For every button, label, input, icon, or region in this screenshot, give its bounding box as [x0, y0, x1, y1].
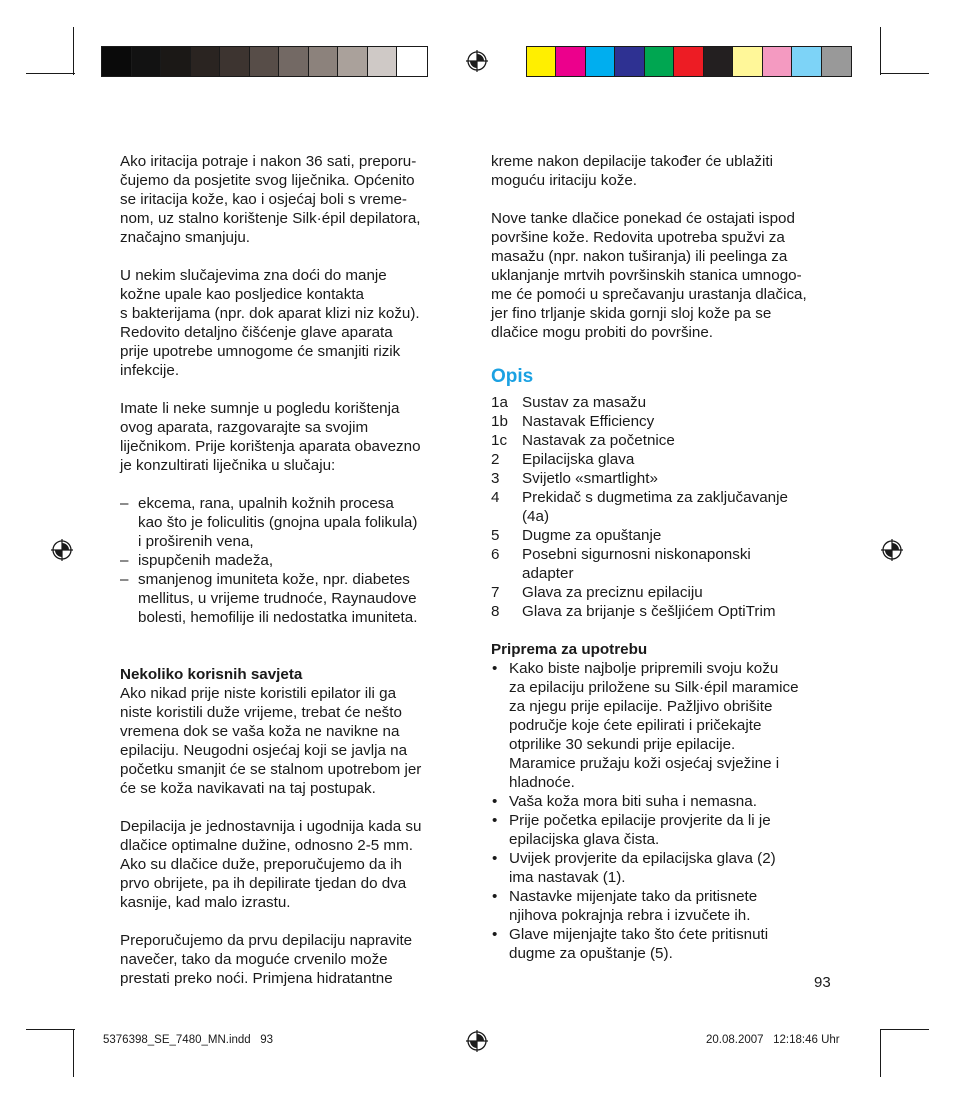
- description-list: [491, 393, 841, 621]
- color-swatch: [674, 47, 703, 76]
- item-text: Dugme za opuštanje: [522, 527, 662, 544]
- slug-file-info: 5376398_SE_7480_MN.indd 93: [103, 1034, 274, 1046]
- slug-timestamp: 20.08.2007 12:18:46 Uhr: [706, 1034, 840, 1046]
- color-swatch: [645, 47, 674, 76]
- list-item: [120, 551, 465, 570]
- dash-marker: –: [120, 571, 129, 588]
- color-swatch: [191, 47, 221, 76]
- priprema-heading: Priprema za upotrebu: [491, 641, 648, 658]
- color-swatch: [763, 47, 792, 76]
- color-swatch: [309, 47, 339, 76]
- registration-mark-icon: [466, 1030, 488, 1052]
- item-text: Epilacijska glava: [522, 451, 635, 468]
- process-color-bar: [526, 46, 852, 77]
- opis-heading: Opis: [491, 366, 534, 387]
- bullet-marker: •: [492, 888, 498, 905]
- list-item: [491, 849, 841, 887]
- paragraph-first-use: Ako nikad prije niste koristili epilator ili ga niste koristili duže vrijeme, trebat će nešto vremena dok se vaša koža ne navikne na epilaciju. Neugodni osjećaj koji se javlja na početku smanjit će se stalnom upotrebom jer će se koža navikavati na taj postupak.: [120, 685, 422, 797]
- bullet-marker: •: [492, 926, 498, 943]
- list-item: [120, 570, 465, 627]
- color-swatch: [220, 47, 250, 76]
- crop-mark: [26, 1029, 75, 1030]
- bullet-marker: •: [492, 812, 498, 829]
- color-swatch: [586, 47, 615, 76]
- paragraph-irritation: Ako iritacija potraje i nakon 36 sati, preporu- čujemo da posjetite svog liječnika. Općenito se iritacija kože, kao i osjećaj boli s vreme- nom, uz stalno korištenje Silk·épil depilatora, značajno smanjuju.: [120, 153, 421, 246]
- crop-mark: [880, 1029, 929, 1030]
- bullet-marker: •: [492, 660, 498, 677]
- list-item-text: Uvijek provjerite da epilacijska glava (2) ima nastavak (1).: [509, 850, 776, 886]
- description-item: [491, 431, 841, 450]
- color-swatch: [733, 47, 762, 76]
- paragraph-consult-doctor: Imate li neke sumnje u pogledu korištenja ovog aparata, razgovarajte sa svojim liječnikom. Prije korištenja aparata obavezno je konzultirati liječnika u slučaju:: [120, 400, 421, 474]
- list-item-text: Vaša koža mora biti suha i nemasna.: [509, 793, 757, 810]
- list-item-text: Nastavke mijenjate tako da pritisnete njihova pokrajnja rebra i izvučete ih.: [509, 888, 758, 924]
- registration-mark-icon: [466, 50, 488, 72]
- list-item: [120, 494, 465, 551]
- list-item-text: ispupčenih madeža,: [138, 552, 274, 569]
- bullet-marker: •: [492, 850, 498, 867]
- item-number: 1b: [491, 413, 508, 430]
- item-text: Glava za preciznu epilaciju: [522, 584, 703, 601]
- item-number: 8: [491, 603, 500, 620]
- paragraph-cream: kreme nakon depilacije također će ublažiti moguću iritaciju kože.: [491, 153, 773, 189]
- list-item-text: ekcema, rana, upalnih kožnih procesa kao što je foliculitis (gnojna upala folikula) i proširenih vena,: [138, 495, 418, 550]
- list-item-text: Kako biste najbolje pripremili svoju kožu za epilaciju priložene su Silk·épil maramice za njegu prije epilacije. Pažljivo obrišite područje koje ćete epilirati i pričekajte otprilike 30 sekundi prije epilacije. Maramice pružaju koži osjećaj svježine i hladnoće.: [509, 660, 799, 791]
- list-item: [491, 792, 841, 811]
- color-swatch: [132, 47, 162, 76]
- item-number: 2: [491, 451, 500, 468]
- paragraph-hair-length: Depilacija je jednostavnija i ugodnija kada su dlačice optimalne dužine, odnosno 2-5 mm. Ako su dlačice duže, preporučujemo da ih prvo obrijete, pa ih depilirate tjedan do dva kasnije, kad malo izrastu.: [120, 818, 422, 911]
- dash-marker: –: [120, 495, 129, 512]
- color-swatch: [368, 47, 398, 76]
- item-text: Svijetlo «smartlight»: [522, 470, 658, 487]
- crop-mark: [880, 27, 881, 75]
- registration-mark-icon: [51, 539, 73, 561]
- color-swatch: [822, 47, 851, 76]
- registration-mark-icon: [881, 539, 903, 561]
- crop-mark: [73, 1029, 74, 1077]
- item-text: Nastavak za početnice: [522, 432, 675, 449]
- color-swatch: [397, 47, 427, 76]
- list-item-text: Prije početka epilacije provjerite da li je epilacijska glava čista.: [509, 812, 771, 848]
- item-text: Glava za brijanje s češljićem OptiTrim: [522, 603, 776, 620]
- condition-list: [120, 494, 465, 627]
- page-number: 93: [814, 974, 831, 991]
- description-item: [491, 412, 841, 431]
- left-column: [120, 152, 465, 988]
- description-item: [491, 469, 841, 488]
- paragraph-ingrown-hairs: Nove tanke dlačice ponekad će ostajati ispod površine kože. Redovita upotreba spužvi za masažu (npr. nakon tuširanja) ili peelinga za uklanjanje mrtvih površinskih stanica umnogo- me će pomoći u sprečavanju urastanja dlačica, jer fino trljanje skida gornji sloj kože pa se dlačice mogu probiti do površine.: [491, 210, 807, 341]
- list-item: [491, 925, 841, 963]
- color-swatch: [615, 47, 644, 76]
- bullet-marker: •: [492, 793, 498, 810]
- crop-mark: [880, 1029, 881, 1077]
- color-swatch: [704, 47, 733, 76]
- color-swatch: [102, 47, 132, 76]
- item-text: Prekidač s dugmetima za zaključavanje (4a): [522, 489, 788, 525]
- item-number: 1a: [491, 394, 508, 411]
- item-text: Posebni sigurnosni niskonaponski adapter: [522, 546, 751, 582]
- description-item: [491, 545, 841, 583]
- preparation-list: [491, 659, 841, 963]
- item-number: 1c: [491, 432, 508, 449]
- paragraph-evening: Preporučujemo da prvu depilaciju napravite navečer, tako da moguće crvenilo može prestati preko noći. Primjena hidratantne: [120, 932, 413, 987]
- paragraph-inflammation: U nekim slučajevima zna doći do manje kožne upale kao posljedice kontakta s bakterijama (npr. dok aparat klizi niz kožu). Redovito detaljno čišćenje glave aparata prije upotrebe umnogome će smanjiti rizik infekcije.: [120, 267, 420, 379]
- description-item: [491, 450, 841, 469]
- color-swatch: [527, 47, 556, 76]
- crop-mark: [880, 73, 929, 74]
- item-number: 3: [491, 470, 500, 487]
- item-text: Sustav za masažu: [522, 394, 647, 411]
- list-item: [491, 659, 841, 792]
- item-number: 7: [491, 584, 500, 601]
- description-item: [491, 393, 841, 412]
- description-item: [491, 602, 841, 621]
- list-item: [491, 811, 841, 849]
- color-swatch: [792, 47, 821, 76]
- grayscale-color-bar: [101, 46, 428, 77]
- item-number: 4: [491, 489, 500, 506]
- tips-heading: Nekoliko korisnih savjeta: [120, 666, 303, 683]
- item-text: Nastavak Efficiency: [522, 413, 655, 430]
- color-swatch: [161, 47, 191, 76]
- description-item: [491, 526, 841, 545]
- crop-mark: [26, 73, 75, 74]
- list-item-text: smanjenog imuniteta kože, npr. diabetes mellitus, u vrijeme trudnoće, Raynaudove bolesti, hemofilije ili nedostatka imuniteta.: [138, 571, 418, 626]
- right-column: [491, 152, 841, 963]
- item-number: 6: [491, 546, 500, 563]
- color-swatch: [338, 47, 368, 76]
- dash-marker: –: [120, 552, 129, 569]
- description-item: [491, 488, 841, 526]
- crop-mark: [73, 27, 74, 75]
- item-number: 5: [491, 527, 500, 544]
- list-item: [491, 887, 841, 925]
- description-item: [491, 583, 841, 602]
- color-swatch: [250, 47, 280, 76]
- color-swatch: [556, 47, 585, 76]
- list-item-text: Glave mijenjajte tako što ćete pritisnuti dugme za opuštanje (5).: [509, 926, 769, 962]
- color-swatch: [279, 47, 309, 76]
